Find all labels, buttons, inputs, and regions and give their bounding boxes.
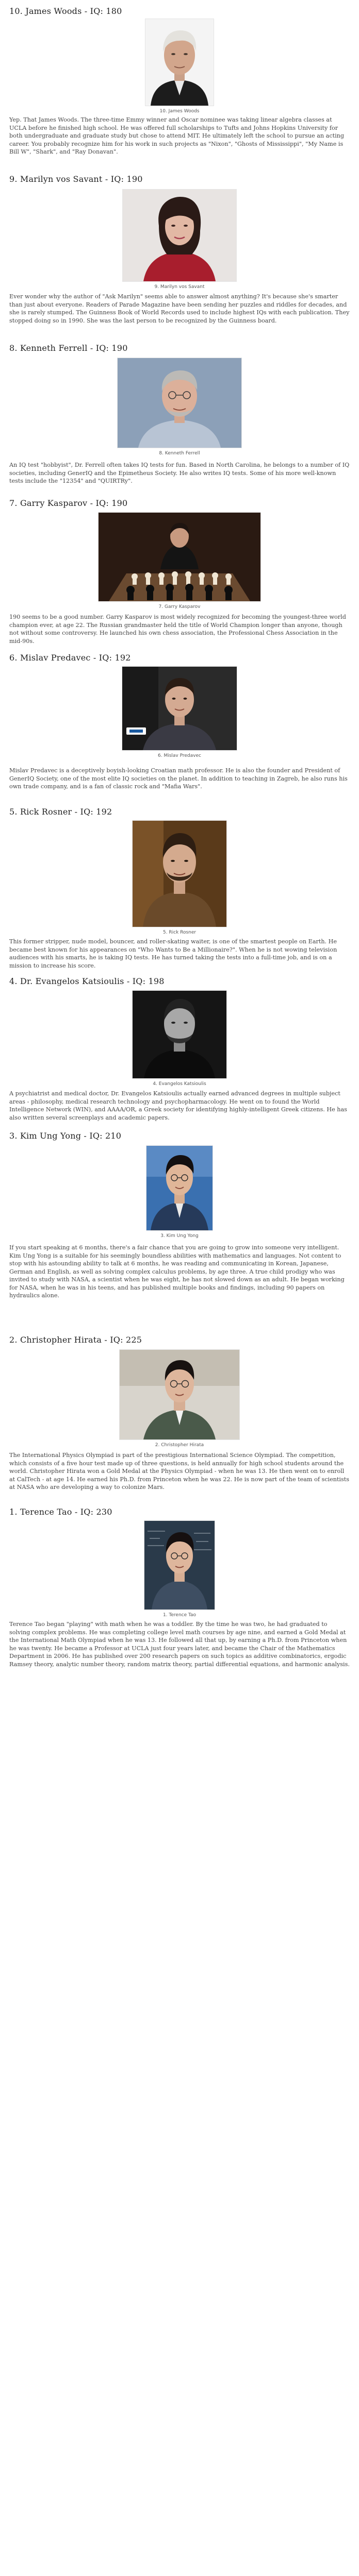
entry-heading: 2. Christopher Hirata - IQ: 225 (9, 1335, 142, 1345)
entry-heading: 8. Kenneth Ferrell - IQ: 190 (9, 343, 128, 353)
photo-caption: 5. Rick Rosner (162, 930, 197, 935)
entry-heading: 6. Mislav Predavec - IQ: 192 (9, 653, 131, 663)
entry-heading: 4. Dr. Evangelos Katsioulis - IQ: 198 (9, 976, 165, 986)
entry-heading: 1. Terence Tao - IQ: 230 (9, 1507, 112, 1517)
portrait-photo (145, 19, 214, 106)
photo-figure (117, 358, 242, 456)
photo-caption: 4. Evangelos Katsioulis (153, 1081, 206, 1087)
entry-heading: 7. Garry Kasparov - IQ: 190 (9, 498, 128, 508)
entry-text: If you start speaking at 6 months, there's a fair chance that you are going to grow into someone very intelligent. Kim Ung Yong is a suitable for his seemingly boundless abilities with mathematics and languages. Not content to stop with his astounding ability to talk at 6 months, he was reading and communicating in Korean, Japanese, German and English, as well as solving complex calculus problems, by age three. A true child prodigy who was invited to study with NASA, a scientist when he was eight, he has not slowed down as an adult. He began working for NASA, when he was in his teens, and has published multiple books and findings, including 90 papers on hydraulics alone. (9, 1244, 345, 1299)
portrait-photo (122, 666, 237, 751)
photo-figure (146, 1145, 213, 1239)
photo-figure (122, 666, 237, 758)
entry-text: A psychiatrist and medical doctor, Dr. Evangelos Katsioulis actually earned advanced degrees in multiple subject areas - philosophy, medical research technology and psychopharmacology. He went on to found the World Intelligence Network (WIN), and AAAA/OR, a Greek society for identifying highly-intelligent Greek citizens. He has also written several screenplays and academic papers. (9, 1090, 347, 1121)
entry-text: Terence Tao began "playing" with math when he was a toddler. By the time he was two, he had graduated to solving complex problems. He was completing college level math courses by age nine, and earned a Gold Medal at the International Math Olympiad when he was 13. He followed all that up, by earning a Ph.D. from Princeton when he was twenty. He became a Professor at UCLA just four years later, and became the Chair of the Mathematics Department in 2006. He has published over 200 research papers on such topics as additive combinatorics, ergodic Ramsey theory, analytic number theory, random matrix theory, partial differential equations, and harmonic analysis. (9, 1621, 350, 1668)
portrait-photo (146, 1145, 213, 1231)
photo-figure (132, 990, 227, 1087)
photo-figure (145, 19, 214, 114)
photo-caption: 1. Terence Tao (162, 1613, 197, 1618)
photo-caption: 2. Christopher Hirata (155, 1443, 204, 1448)
portrait-photo (119, 1349, 240, 1440)
entry-heading: 3. Kim Ung Yong - IQ: 210 (9, 1131, 122, 1141)
photo-caption: 8. Kenneth Ferrell (159, 451, 200, 456)
entry-heading: 5. Rick Rosner - IQ: 192 (9, 807, 112, 817)
portrait-photo (122, 189, 237, 282)
entry-text: An IQ test "hobbyist", Dr. Ferrell often takes IQ tests for fun. Based in North Carolina, he belongs to a number of IQ societies, including GenerIQ and the Epimetheus Society. He also writes IQ tests. Some of his more well-known tests include the "12354" and "QUIRTRy". (9, 462, 350, 484)
entry-text: Ever wonder why the author of "Ask Marilyn" seems able to answer almost anything? It's because she's smarter than just about everyone. Readers of Parade Magazine have been sending her puzzles and riddles for decades, and she is rarely stumped. The Guinness Book of World Records used to include highest IQs with each publication. They stopped doing so in 1990. She was the last person to be recognized by the Guinness board. (9, 293, 350, 324)
photo-figure (122, 189, 237, 290)
photo-caption: 9. Marilyn vos Savant (154, 284, 205, 290)
photo-figure (98, 512, 261, 609)
entry-heading: 10. James Woods - IQ: 180 (9, 6, 122, 16)
portrait-photo (132, 990, 227, 1079)
photo-caption: 10. James Woods (159, 109, 200, 114)
photo-figure (119, 1349, 240, 1448)
portrait-photo (144, 1520, 215, 1610)
entry-text: Mislav Predavec is a deceptively boyish-looking Croatian math professor. He is also the founder and President of GenerIQ Society, one of the most elite IQ societies on the planet. In addition to teaching in Zagreb, he also runs his own trade company, and is a fan of classic rock and "Mafia Wars". (9, 767, 348, 790)
photo-caption: 3. Kim Ung Yong (160, 1233, 199, 1239)
entry-heading: 9. Marilyn vos Savant - IQ: 190 (9, 174, 143, 184)
entry-text: Yep. That James Woods. The three-time Emmy winner and Oscar nominee was taking linear algebra classes at UCLA before he finished high school. He was offered full scholarships to Tufts and Johns Hopkins University for both undergraduate and graduate study but chose to attend MIT. He ultimately left the school to pursue an acting career. You probably recognize him for his work in such projects as "Nixon", "Ghosts of Mississippi", "My Name is Bill W", "Shark", and "Ray Donavan". (9, 116, 345, 155)
photo-figure (144, 1520, 215, 1618)
photo-caption: 6. Mislav Predavec (158, 753, 201, 758)
portrait-photo (98, 512, 261, 602)
entry-text: The International Physics Olympiad is part of the prestigious International Science Olympiad. The competition, which consists of a five hour test made up of three questions, is held annually for high school students around the world. Christopher Hirata won a Gold Medal at the Physics Olympiad - when he was 13. He then went on to enroll at CalTech - at age 14. He earned his Ph.D. from Princeton when he was 22. He is now part of the team of scientists at NASA who are developing a way to colonize Mars. (9, 1452, 349, 1490)
photo-figure (132, 820, 227, 935)
photo-caption: 7. Garry Kasparov (158, 604, 201, 609)
portrait-photo (132, 820, 227, 927)
entry-text: This former stripper, nude model, bouncer, and roller-skating waiter, is one of the smartest people on Earth. He became best known for his appearances on "Who Wants to Be a Millionaire?". When he is not wowing television audiences with his smarts, he is taking IQ tests. He has turned taking the tests into a full-time job, and is on a mission to increase his score. (9, 938, 337, 969)
entry-text: 190 seems to be a good number. Garry Kasparov is most widely recognized for becoming the youngest-three world champion ever, at age 22. The Russian grandmaster held the title of World Champion longer than anyone, though not without some controversy. He launched his own chess association, the Professional Chess Association in the mid-90s. (9, 614, 346, 645)
portrait-photo (117, 358, 242, 448)
